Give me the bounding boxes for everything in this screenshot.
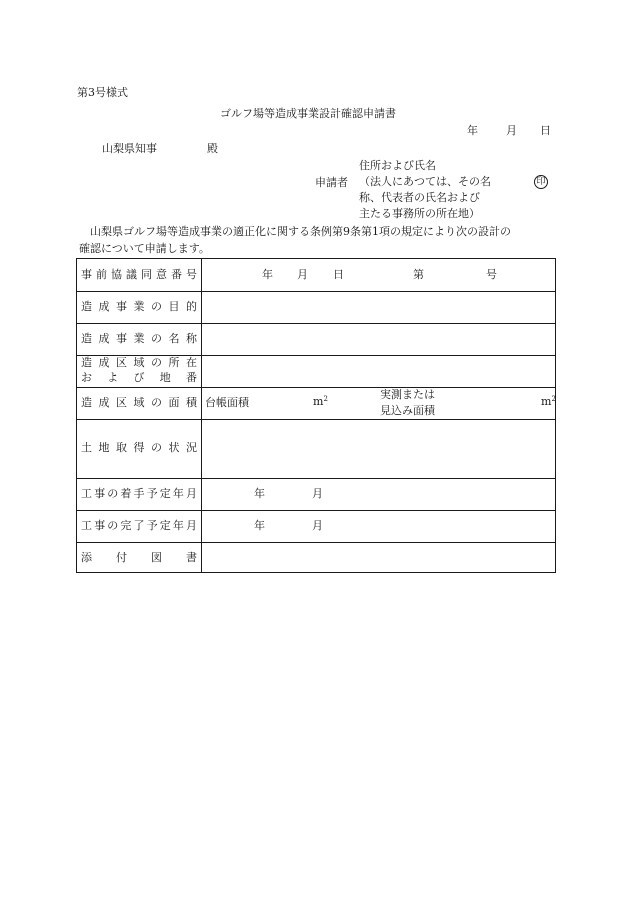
register-area-label: 台帳面積: [205, 396, 249, 409]
row-divider: [77, 291, 555, 292]
row-label-name: 造 成 事 業 の 名 称: [81, 332, 197, 345]
date-day: 日: [540, 124, 551, 137]
row-label-attachments: 添 付 図 書: [81, 551, 197, 564]
date-month: 月: [506, 124, 517, 137]
row-divider: [77, 323, 555, 324]
form-number: 第3号様式: [77, 86, 128, 99]
row-label-completion-date: 工 事 の 完 了 予 定 年 月: [81, 519, 197, 532]
row-label-prior-consultation: 事 前 協 議 同 意 番 号: [81, 268, 197, 281]
row-divider: [77, 478, 555, 479]
row-divider: [77, 510, 555, 511]
label-column-divider: [201, 259, 202, 572]
body-text-line-2: 確認について申請します。: [79, 242, 210, 255]
row-label-start-date: 工 事 の 着 手 予 定 年 月: [81, 487, 197, 500]
consultation-go: 号: [486, 268, 497, 281]
seal-mark: 印: [534, 175, 548, 189]
register-area-unit: $m^2$: [313, 395, 328, 408]
body-text-line-1: 山梨県ゴルフ場等造成事業の適正化に関する条例第9条第1項の規定により次の設計の: [90, 225, 511, 238]
measured-area-unit: $m^2$: [541, 395, 556, 408]
measured-area-label-line-2: 見込み面積: [380, 404, 435, 417]
consultation-month: 月: [297, 268, 308, 281]
applicant-label: 申請者: [315, 176, 348, 189]
row-divider: [77, 542, 555, 543]
date-year: 年: [467, 124, 478, 137]
start-month: 月: [312, 487, 323, 500]
start-year: 年: [254, 487, 265, 500]
row-label-land-acquisition: 土 地 取 得 の 状 況: [81, 441, 197, 454]
consultation-year: 年: [262, 268, 273, 281]
completion-year: 年: [254, 519, 265, 532]
row-divider: [77, 387, 555, 388]
addressee-honorific: 殿: [207, 142, 218, 155]
addressee-name: 山梨県知事: [102, 142, 157, 155]
applicant-line-3: 称、代表者の氏名および: [359, 191, 480, 204]
measured-area-label-line-1: 実測または: [380, 388, 435, 401]
row-divider: [77, 419, 555, 420]
applicant-line-2: （法人にあつては、その名: [359, 175, 491, 188]
applicant-line-4: 主たる事務所の所在地）: [359, 207, 480, 220]
consultation-dai: 第: [413, 268, 424, 281]
row-label-area: 造 成 区 域 の 面 積: [81, 396, 197, 409]
row-label-purpose: 造 成 事 業 の 目 的: [81, 300, 197, 313]
row-divider: [77, 355, 555, 356]
document-title: ゴルフ場等造成事業設計確認申請書: [220, 107, 396, 120]
row-label-location-line-1: 造 成 区 域 の 所 在: [81, 356, 197, 369]
consultation-day: 日: [333, 268, 344, 281]
row-label-location-line-2: お よ び 地 番: [81, 371, 197, 384]
completion-month: 月: [312, 519, 323, 532]
applicant-line-1: 住所および氏名: [359, 159, 436, 172]
